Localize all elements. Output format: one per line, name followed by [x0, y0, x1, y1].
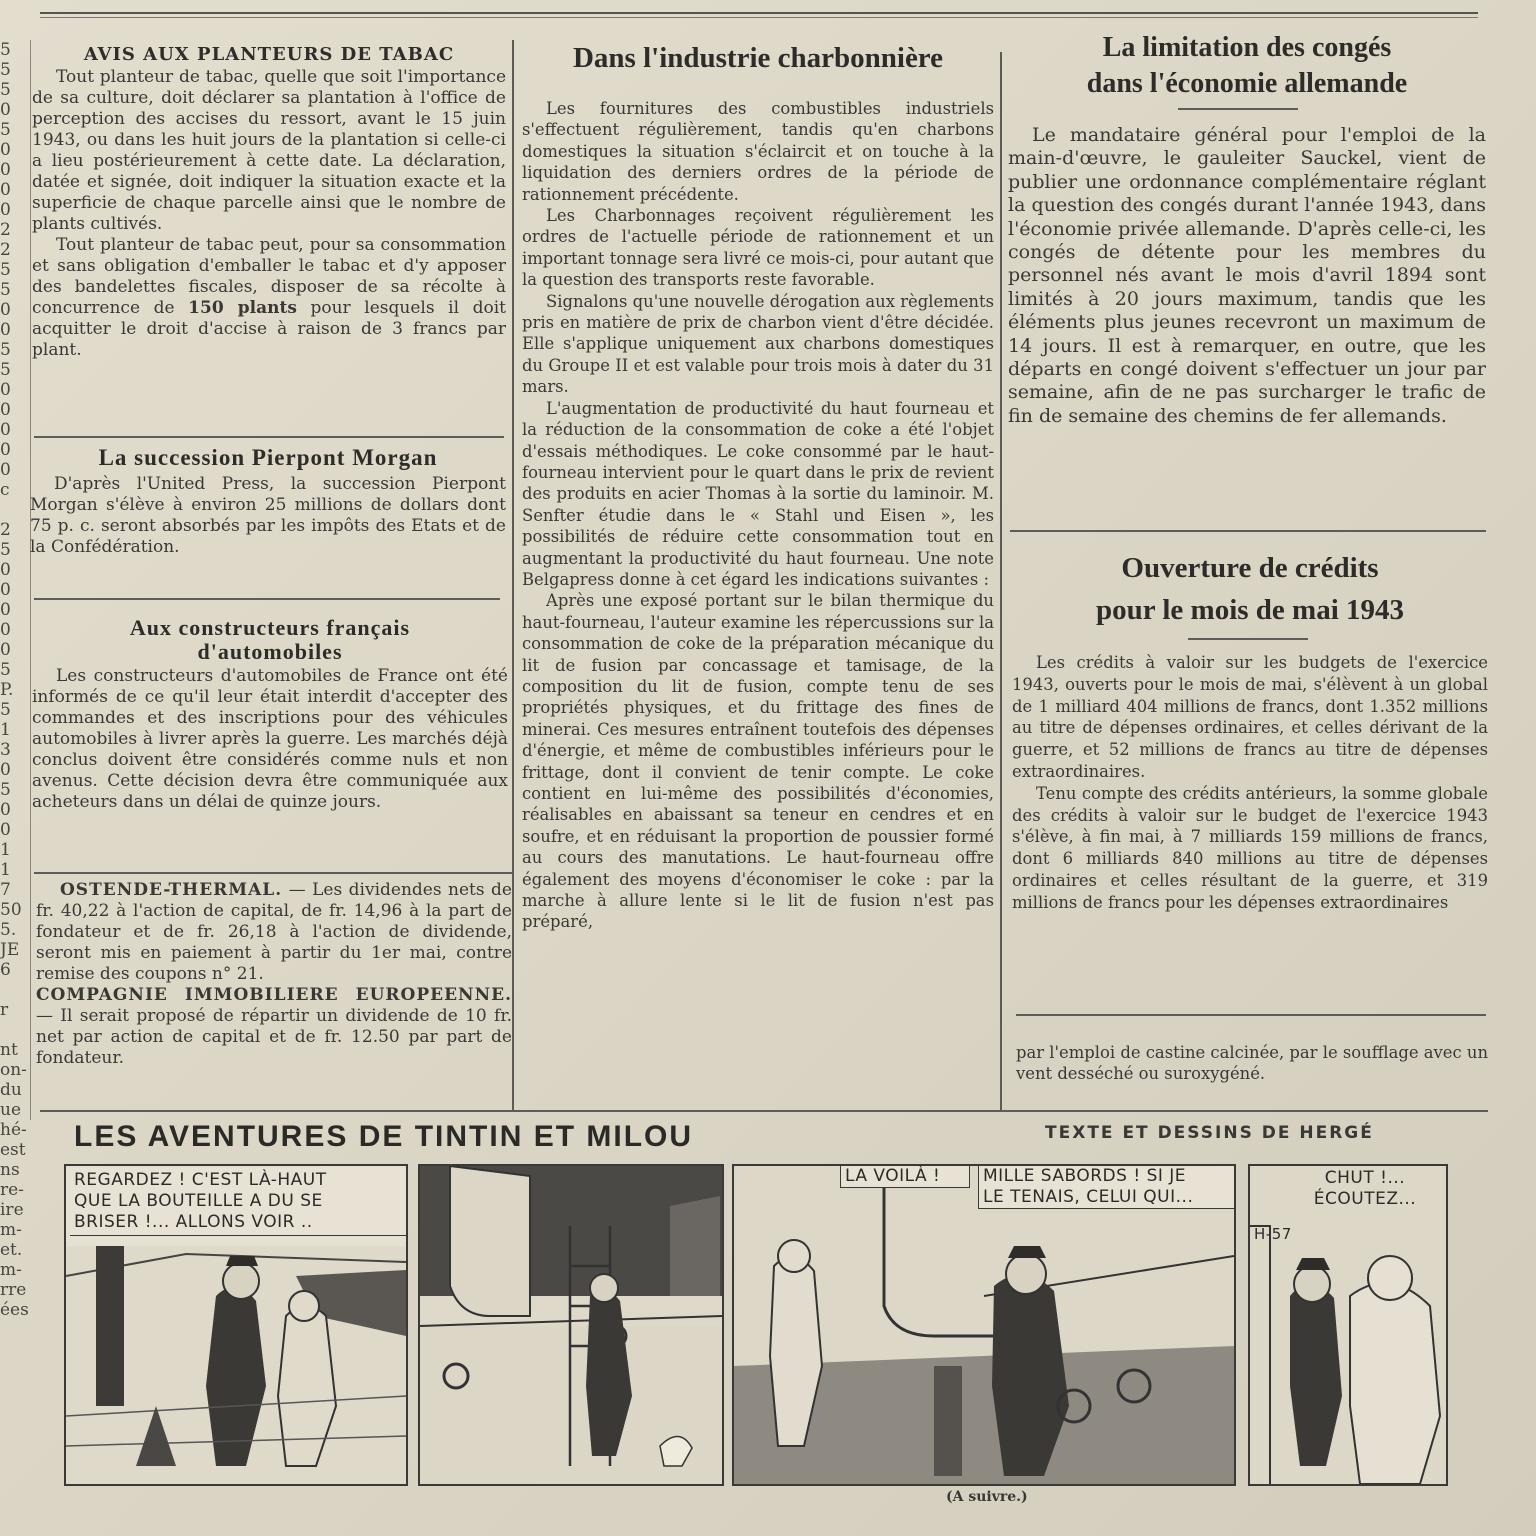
edge-char: 5: [0, 280, 11, 300]
panel-4-line-2: LE TENAIS, CELUI QUI...: [983, 1187, 1194, 1207]
ostende-lead: OSTENDE-THERMAL.: [60, 880, 283, 900]
edge-char: du: [0, 1080, 22, 1100]
comic-panel-3: [732, 1164, 1236, 1486]
charbon-paragraph-1: Les fournitures des combustibles industriels s'effectuent régulièrement, tandis qu'en charbons domestiques la situation s'éclaircit et on touche à la liquidation des derniers ordres de la période de rationnement précédente.: [522, 99, 994, 204]
article-morgan: [30, 446, 506, 558]
edge-char: 0: [0, 140, 11, 160]
edge-char: ns: [0, 1160, 20, 1180]
rule-after-morgan: [34, 598, 500, 600]
edge-char: 0: [0, 100, 11, 120]
edge-char: 5: [0, 40, 11, 60]
charbon-title: Dans l'industrie charbonnière: [572, 42, 944, 74]
comic-panel-5: [1248, 1164, 1448, 1486]
edge-char: 0: [0, 460, 11, 480]
edge-char: 0: [0, 820, 11, 840]
tabac-title: AVIS AUX PLANTEURS DE TABAC: [83, 44, 455, 65]
left-edge-fragment: [0, 40, 30, 1320]
top-rule: [40, 12, 1478, 14]
edge-char: 0: [0, 400, 11, 420]
edge-char: 0: [0, 560, 11, 580]
comic-panel-2: [418, 1164, 724, 1486]
compagnie-lead: COMPAGNIE IMMOBILIERE EUROPEENNE.: [36, 985, 512, 1005]
credits-title-1: Ouverture de crédits: [1121, 552, 1379, 584]
edge-char: nt: [0, 1040, 18, 1060]
edge-char: rre: [0, 1280, 27, 1300]
edge-char: 5: [0, 260, 11, 280]
edge-char: on-: [0, 1060, 27, 1080]
panel-5-code: H-57: [1254, 1225, 1292, 1243]
credits-paragraph-2: Tenu compte des crédits antérieurs, la somme globale des crédits à valoir sur le budget de l'exercice 1943 s'élève, à fin mai, à 7 milliards 159 millions de francs, dont 6 milliards 840 millions au titre de dépenses ordinaires et celles résultant de la guerre, et 319 millions de francs pour les dépenses extraordinaires: [1012, 783, 1488, 912]
edge-char: ées: [0, 1300, 29, 1320]
edge-char: re-: [0, 1180, 24, 1200]
edge-char: 7: [0, 880, 11, 900]
edge-char: 0: [0, 580, 11, 600]
edge-char: est: [0, 1140, 26, 1160]
rule-before-continuation: [1016, 1014, 1486, 1016]
edge-char: [0, 500, 30, 520]
ostende-text: — Les dividendes nets de fr. 40,22 à l'action de capital, de fr. 14,96 à la part de fondateur et de fr. 26,18 à l'action de dividende, seront mis en paiement à partir du 1er mai, contre remise des coupons n° 21.: [36, 880, 512, 984]
edge-char: 0: [0, 440, 11, 460]
tabac-paragraph-2: [32, 235, 506, 361]
edge-char: 0: [0, 380, 11, 400]
edge-char: 5: [0, 360, 11, 380]
edge-char: 5: [0, 660, 11, 680]
edge-char: m-: [0, 1220, 22, 1240]
panel-2-drawing: [420, 1166, 722, 1484]
charbon-continuation-text: par l'emploi de castine calcinée, par le soufflage avec un vent desséché ou suroxygéné.: [1016, 1043, 1488, 1084]
conges-title-rule: [1178, 108, 1298, 110]
edge-char: [0, 980, 30, 1000]
compagnie-text: — Il serait proposé de répartir un dividende de 10 fr. net par action de capital et de fr. 12.50 par part de fondateur.: [36, 1006, 512, 1068]
edge-char: ire: [0, 1200, 24, 1220]
panel-3-drawing: [734, 1166, 1234, 1484]
rule-after-conges: [1010, 530, 1486, 532]
edge-char: 50: [0, 900, 22, 920]
panel-5-drawing: [1250, 1166, 1446, 1484]
to-be-continued: (A suivre.): [946, 1489, 1028, 1505]
edge-char: ue: [0, 1100, 22, 1120]
edge-char: P.: [0, 680, 14, 700]
edge-char: 2: [0, 240, 11, 260]
edge-char: 0: [0, 620, 11, 640]
panel-1-line-3: BRISER !... ALLONS VOIR ..: [74, 1212, 313, 1232]
comic-credit: TEXTE ET DESSINS DE HERGÉ: [1045, 1123, 1374, 1143]
article-dividendes: [36, 880, 512, 1069]
edge-char: 5: [0, 700, 11, 720]
panel-5-line-2: ÉCOUTEZ...: [1313, 1189, 1417, 1209]
charbon-paragraph-3: Signalons qu'une nouvelle dérogation aux règlements pris en matière de prix de charbon vient d'être décidée. Elle s'applique uniquement aux charbons domestiques du Groupe II et est valable pour trois mois à dater du 31 mars.: [522, 291, 994, 397]
edge-char: 0: [0, 160, 11, 180]
edge-char: 0: [0, 320, 11, 340]
edge-char: hé-: [0, 1120, 27, 1140]
charbon-paragraph-2: Les Charbonnages reçoivent régulièrement les ordres de l'actuelle période de rationnement et un important tonnage sera livré ce mois-ci, pour autant que la question des transports reste favorable.: [522, 206, 994, 290]
edge-char: 6: [0, 960, 11, 980]
comic-top-rule: [40, 1110, 1488, 1112]
edge-char: JE: [0, 940, 20, 960]
edge-char: 0: [0, 640, 11, 660]
auto-title-2: d'automobiles: [197, 639, 343, 664]
edge-char: 0: [0, 760, 11, 780]
compagnie-paragraph: [36, 985, 512, 1069]
edge-char: 5.: [0, 920, 17, 940]
charbon-continuation: [1016, 1042, 1488, 1085]
panel-4-line-1: MILLE SABORDS ! SI JE: [983, 1166, 1187, 1186]
rule-after-tabac: [34, 436, 504, 438]
tabac-paragraph-2-a: Tout planteur de tabac peut, pour sa consommation et sans obligation d'emballer le tabac et d'y apposer des bandelettes fiscales, disposer de sa récolte à concurrence de: [32, 235, 506, 318]
panel-1-line-2: QUE LA BOUTEILLE A DU SE: [74, 1191, 323, 1211]
auto-paragraph: Les constructeurs d'automobiles de France ont été informés de ce qu'il leur était interdit d'accepter des commandes et des inscriptions pour des véhicules automobiles à livrer après la guerre. Les marchés déjà conclus doivent être considérés comme nuls et non avenus. Cette décision devra être communiquée aux acheteurs dans un délai de quinze jours.: [32, 666, 508, 812]
credits-paragraph-1: Les crédits à valoir sur les budgets de l'exercice 1943, ouverts pour le mois de mai, s'élèvent à un global de 1 milliard 404 millions de francs, dont 1.352 millions au titre de dépenses ordinaires, et celles dérivant de la guerre, et 52 millions de francs au titre de dépenses extraordinaires.: [1012, 653, 1488, 781]
edge-char: 0: [0, 200, 11, 220]
edge-char: 5: [0, 80, 11, 100]
edge-char: [0, 1020, 30, 1040]
conges-title-2: dans l'économie allemande: [1086, 68, 1408, 99]
edge-char: 1: [0, 860, 11, 880]
panel-3-line-1: LA VOILÀ !: [845, 1166, 941, 1186]
edge-char: 5: [0, 60, 11, 80]
credits-title-rule: [1188, 638, 1308, 640]
charbon-paragraph-4: L'augmentation de productivité du haut fourneau et la réduction de la consommation de coke a été l'objet d'essais méthodiques. Le coke consommé par le haut-fourneau intervient pour le quart dans le prix de revient des produits en acier Thomas à la sortie du laminoir. M. Senfter étudie dans le « Stahl und Eisen », les possibilités de réduire cette consommation tout en augmentant la productivité du haut fourneau. Une note Belgapress donne à cet égard les indications suivantes :: [522, 398, 994, 589]
edge-char: 0: [0, 300, 11, 320]
edge-char: 5: [0, 340, 11, 360]
edge-char: 5: [0, 780, 11, 800]
morgan-paragraph: D'après l'United Press, la succession Pierpont Morgan s'élève à environ 25 millions de dollars dont 75 p. c. seront absorbés par les impôts des Etats et de la Confédération.: [30, 474, 506, 557]
rule-after-auto: [34, 872, 512, 874]
morgan-title: La succession Pierpont Morgan: [98, 445, 438, 470]
panel-1-line-1: REGARDEZ ! C'EST LÀ-HAUT: [74, 1170, 327, 1190]
edge-char: 5: [0, 540, 11, 560]
auto-title-1: Aux constructeurs français: [129, 615, 411, 640]
column-rule-2: [1000, 52, 1002, 1110]
top-rule-thin: [40, 17, 1478, 18]
article-conges: [1008, 30, 1486, 428]
edge-char: 0: [0, 180, 11, 200]
edge-char: 1: [0, 720, 11, 740]
tabac-paragraph-1: Tout planteur de tabac, quelle que soit l'importance de sa culture, doit déclarer sa plantation à l'office de perception des accises du ressort, avant le 15 juin 1943, ou dans les huit jours de la plantation si celle-ci a lieu postérieurement à cette date. La déclaration, datée et signée, doit indiquer la situation exacte et la superficie de chaque parcelle ainsi que le nombre de plants cultivés.: [32, 67, 506, 234]
edge-char: et.: [0, 1240, 23, 1260]
edge-char: 2: [0, 220, 11, 240]
panel-5-speech: [1290, 1168, 1440, 1210]
article-tabac: [32, 44, 506, 361]
ostende-paragraph: [36, 880, 512, 985]
edge-char: m-: [0, 1260, 22, 1280]
panel-5-line-1: CHUT !...: [1324, 1168, 1406, 1188]
edge-char: 3: [0, 740, 11, 760]
edge-char: r: [0, 1000, 9, 1020]
credits-title-2: pour le mois de mai 1943: [1096, 594, 1404, 626]
panel-1-speech: [70, 1168, 408, 1236]
tabac-150-plants: 150 plants: [188, 298, 297, 318]
conges-paragraph: Le mandataire général pour l'emploi de la main-d'œuvre, le gauleiter Sauckel, vient de publier une ordonnance complémentaire réglant la question des congés durant l'année 1943, dans l'économie privée allemande. D'après celle-ci, les congés de détente pour les membres du personnel nés avant le mois d'avril 1894 sont limités à 20 jours maximum, tandis que les éléments plus jeunes recevront un maximum de 14 jours. Il est à remarquer, en outre, que les départs en congé doivent s'effectuer un jour par semaine, afin de ne pas surcharger le trafic de fin de semaine des chemins de fer allemands.: [1008, 124, 1486, 427]
column-rule-1: [512, 40, 514, 1110]
conges-title-1: La limitation des congés: [1102, 32, 1392, 63]
panel-3-speech-tintin: [840, 1166, 970, 1188]
article-credits: [1012, 546, 1488, 914]
edge-char: 5: [0, 120, 11, 140]
left-margin-rule: [30, 40, 31, 1120]
article-charbon: [522, 40, 994, 933]
edge-char: 0: [0, 600, 11, 620]
charbon-paragraph-5: Après une exposé portant sur le bilan thermique du haut-fourneau, l'auteur examine les répercussions sur la consommation de coke de la préparation mécanique du lit de fusion par concassage et tamisage, de la composition du lit de fusion, compte tenu de ses propriétés physiques, et du frittage des fines de minerai. Ces mesures entraînent toutefois des dépenses d'énergie, et même de combustibles inférieurs pour le frittage, dont il convient de tenir compte. Le coke contient en lui-même des possibilités d'économies, réalisables en abaissant sa teneur en cendres et en soufre, et en réduisant la proportion de poussier formé au cours des manutations. Le haut-fourneau offre également des moyens d'économiser le coke : par la marche à allure lente si le lit de fusion n'est pas préparé,: [522, 591, 994, 932]
edge-char: c: [0, 480, 10, 500]
comic-title: LES AVENTURES DE TINTIN ET MILOU: [74, 1120, 694, 1153]
edge-char: 0: [0, 420, 11, 440]
edge-char: 2: [0, 520, 11, 540]
edge-char: 1: [0, 840, 11, 860]
tabac-paragraph-2-c: pour lesquels il doit acquitter le droit d'accise à raison de 3 francs par plant.: [32, 298, 506, 360]
article-automobiles: [32, 616, 508, 813]
comic-panel-1: [64, 1164, 408, 1486]
panel-3-speech-haddock: [978, 1166, 1236, 1209]
edge-char: 0: [0, 800, 11, 820]
